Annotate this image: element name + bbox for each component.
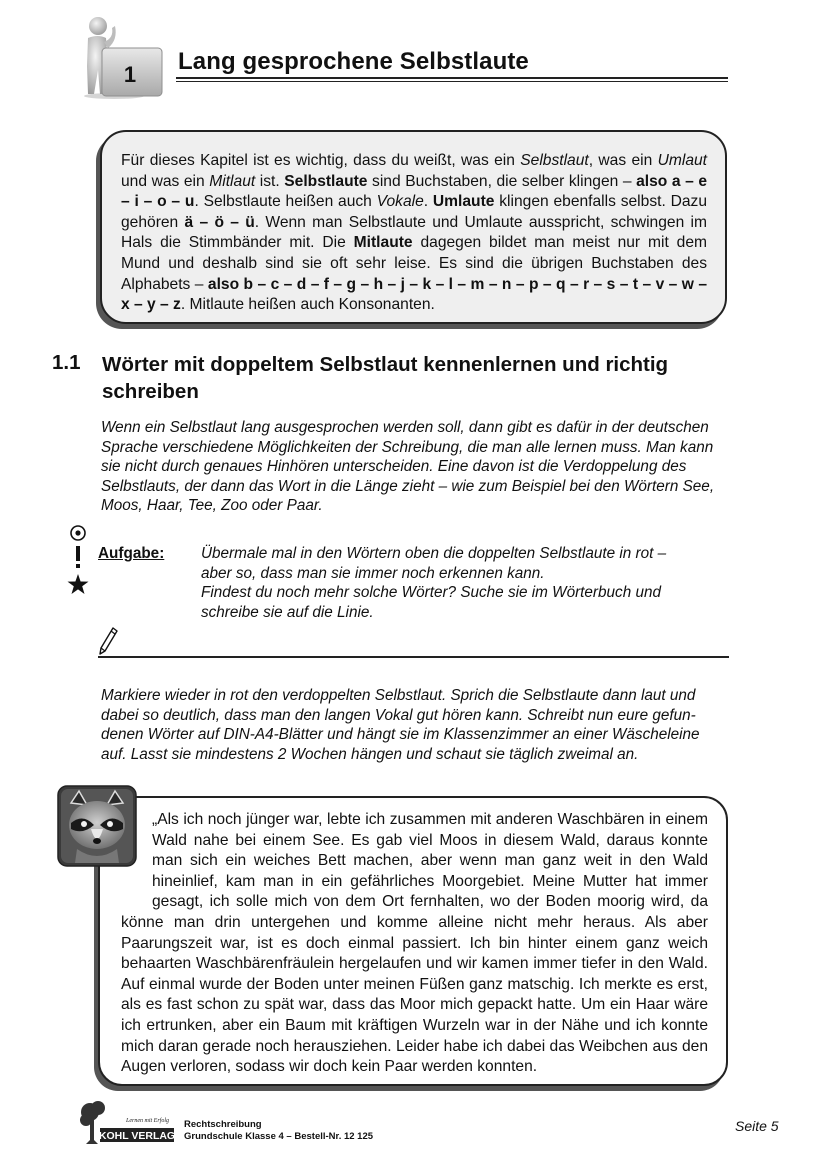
raccoon-story-box	[98, 796, 728, 1086]
raccoon-image	[57, 785, 137, 867]
task-instructions: Übermale mal in den Wörtern oben die doppelten Selbstlaute in rot – aber so, dass man sie immer noch erkennen kann. Findest du noch mehr solche Wörter? Suche sie im Wörterbuch und schreibe sie auf die Linie.	[201, 545, 667, 621]
exclamation-icon	[76, 546, 80, 568]
chapter-title: Lang gesprochene Selbstlaute	[178, 48, 529, 75]
task-icons	[66, 524, 90, 596]
answer-line[interactable]	[98, 656, 729, 658]
section-title: Wörter mit doppeltem Selbstlaut kennenlernen und richtig schreiben	[102, 353, 669, 403]
chapter-number-figure	[78, 14, 166, 100]
target-icon	[71, 526, 85, 540]
page-number: Seite 5	[735, 1118, 779, 1134]
logo-name: KOHL VERLAG	[98, 1130, 176, 1142]
footer-publication-info: Rechtschreibung Grundschule Klasse 4 – Bestell-Nr. 12 125	[184, 1119, 374, 1142]
intro-info-box: Für dieses Kapitel ist es wichtig, dass du weißt, was ein Selbstlaut, was ein Umlaut und was ein Mitlaut ist. Selbstlaute sind Buchstaben, die selber klingen – also a – e – i – o – u. Selbstlaute heißen auch Vokale. Umlaute klingen ebenfalls selbst. Dazu gehören ä – ö – ü. Wenn man Selbstlaute und Umlaute ausspricht, schwingen im Hals die Stimmbänder mit. Die Mitlaute dagegen bildet man meist nur mit dem Mund und deshalb sind sie oft sehr leise. Es sind die übrigen Buchstaben des Alphabets – also b – c – d – f – g – h – j – k – l – m – n – p – q – r – s – t – v – w – x – y – z. Mitlaute heißen auch Konsonanten.	[100, 130, 727, 324]
pencil-icon	[98, 626, 118, 656]
story-text: „Als ich noch jünger war, lebte ich zusammen mit anderen Waschbären in einem Wald nahe bei einem See. Es gab viel Moos in diesem Wald, daraus konnte man sich ein weiches Bett machen, aber wenn man ganz weit in den Wald hineinlief, kam man in ein gefährliches Moorgebiet. Meine Mutter hat immer gesagt, ich solle mich von dem Ort fernhalten, wo der Boden moorig wird, da könne man drin untergehen und komme alleine nicht mehr heraus. Als aber Paarungszeit war, ist es doch einmal passiert. Ich bin hinter einem ganz weich behaarten Waschbärenfräulein hergelaufen und wir kamen immer tiefer in den Wald. Auf einmal wurde der Boden unter meinen Füßen ganz matschig. Ich merkte es erst, als es fast schon zu spät war, dass das Moor mich gepackt hatte. Um ein Haar wäre ich ertrunken, aber ein Baum mit kräftigen Wurzeln war in der Nähe und ich konnte mich daran gerade noch herausziehen. Leider habe ich dabei das Weibchen aus den Augen verloren, sodass wir doch kein Paar werden konnten.	[121, 811, 708, 1076]
task-label: Aufgabe:	[98, 545, 165, 562]
explanation-paragraph: Wenn ein Selbstlaut lang ausgesprochen werden soll, dann gibt es dafür in der deutschen Sprache verschiedene Möglichkeiten der Schreibung, die man alle lernen muss. Man kann sie nicht durch genaues Hinhören unterscheiden. Eine davon ist die Verdoppelung des Selbstlauts, der dann das Wort in die Länge zieht – wie zum Beispiel bei den Wörtern See, Moos, Haar, Tee, Zoo oder Paar.	[101, 419, 715, 515]
star-icon	[68, 574, 89, 594]
kohl-verlag-logo	[76, 1100, 176, 1148]
section-number: 1.1	[52, 351, 81, 374]
chapter-number: 1	[123, 62, 137, 87]
exercise-paragraph: Markiere wieder in rot den verdoppelten Selbstlaut. Sprich die Selbstlaute dann laut und dabei so deutlich, dass man den langen Vokal gut hören kann. Schreibt nun eure gefundenen Wörter auf DIN-A4-Blätter und hängt sie im Klassenzimmer an einer Wäscheleine auf. Lasst sie mindestens 2 Wochen hängen und schaut sie täglich zweimal an.	[101, 687, 700, 763]
logo-slogan: Lernen mit Erfolg	[126, 1118, 169, 1124]
title-rule-thick	[176, 77, 728, 79]
title-rule-thin	[176, 81, 728, 82]
